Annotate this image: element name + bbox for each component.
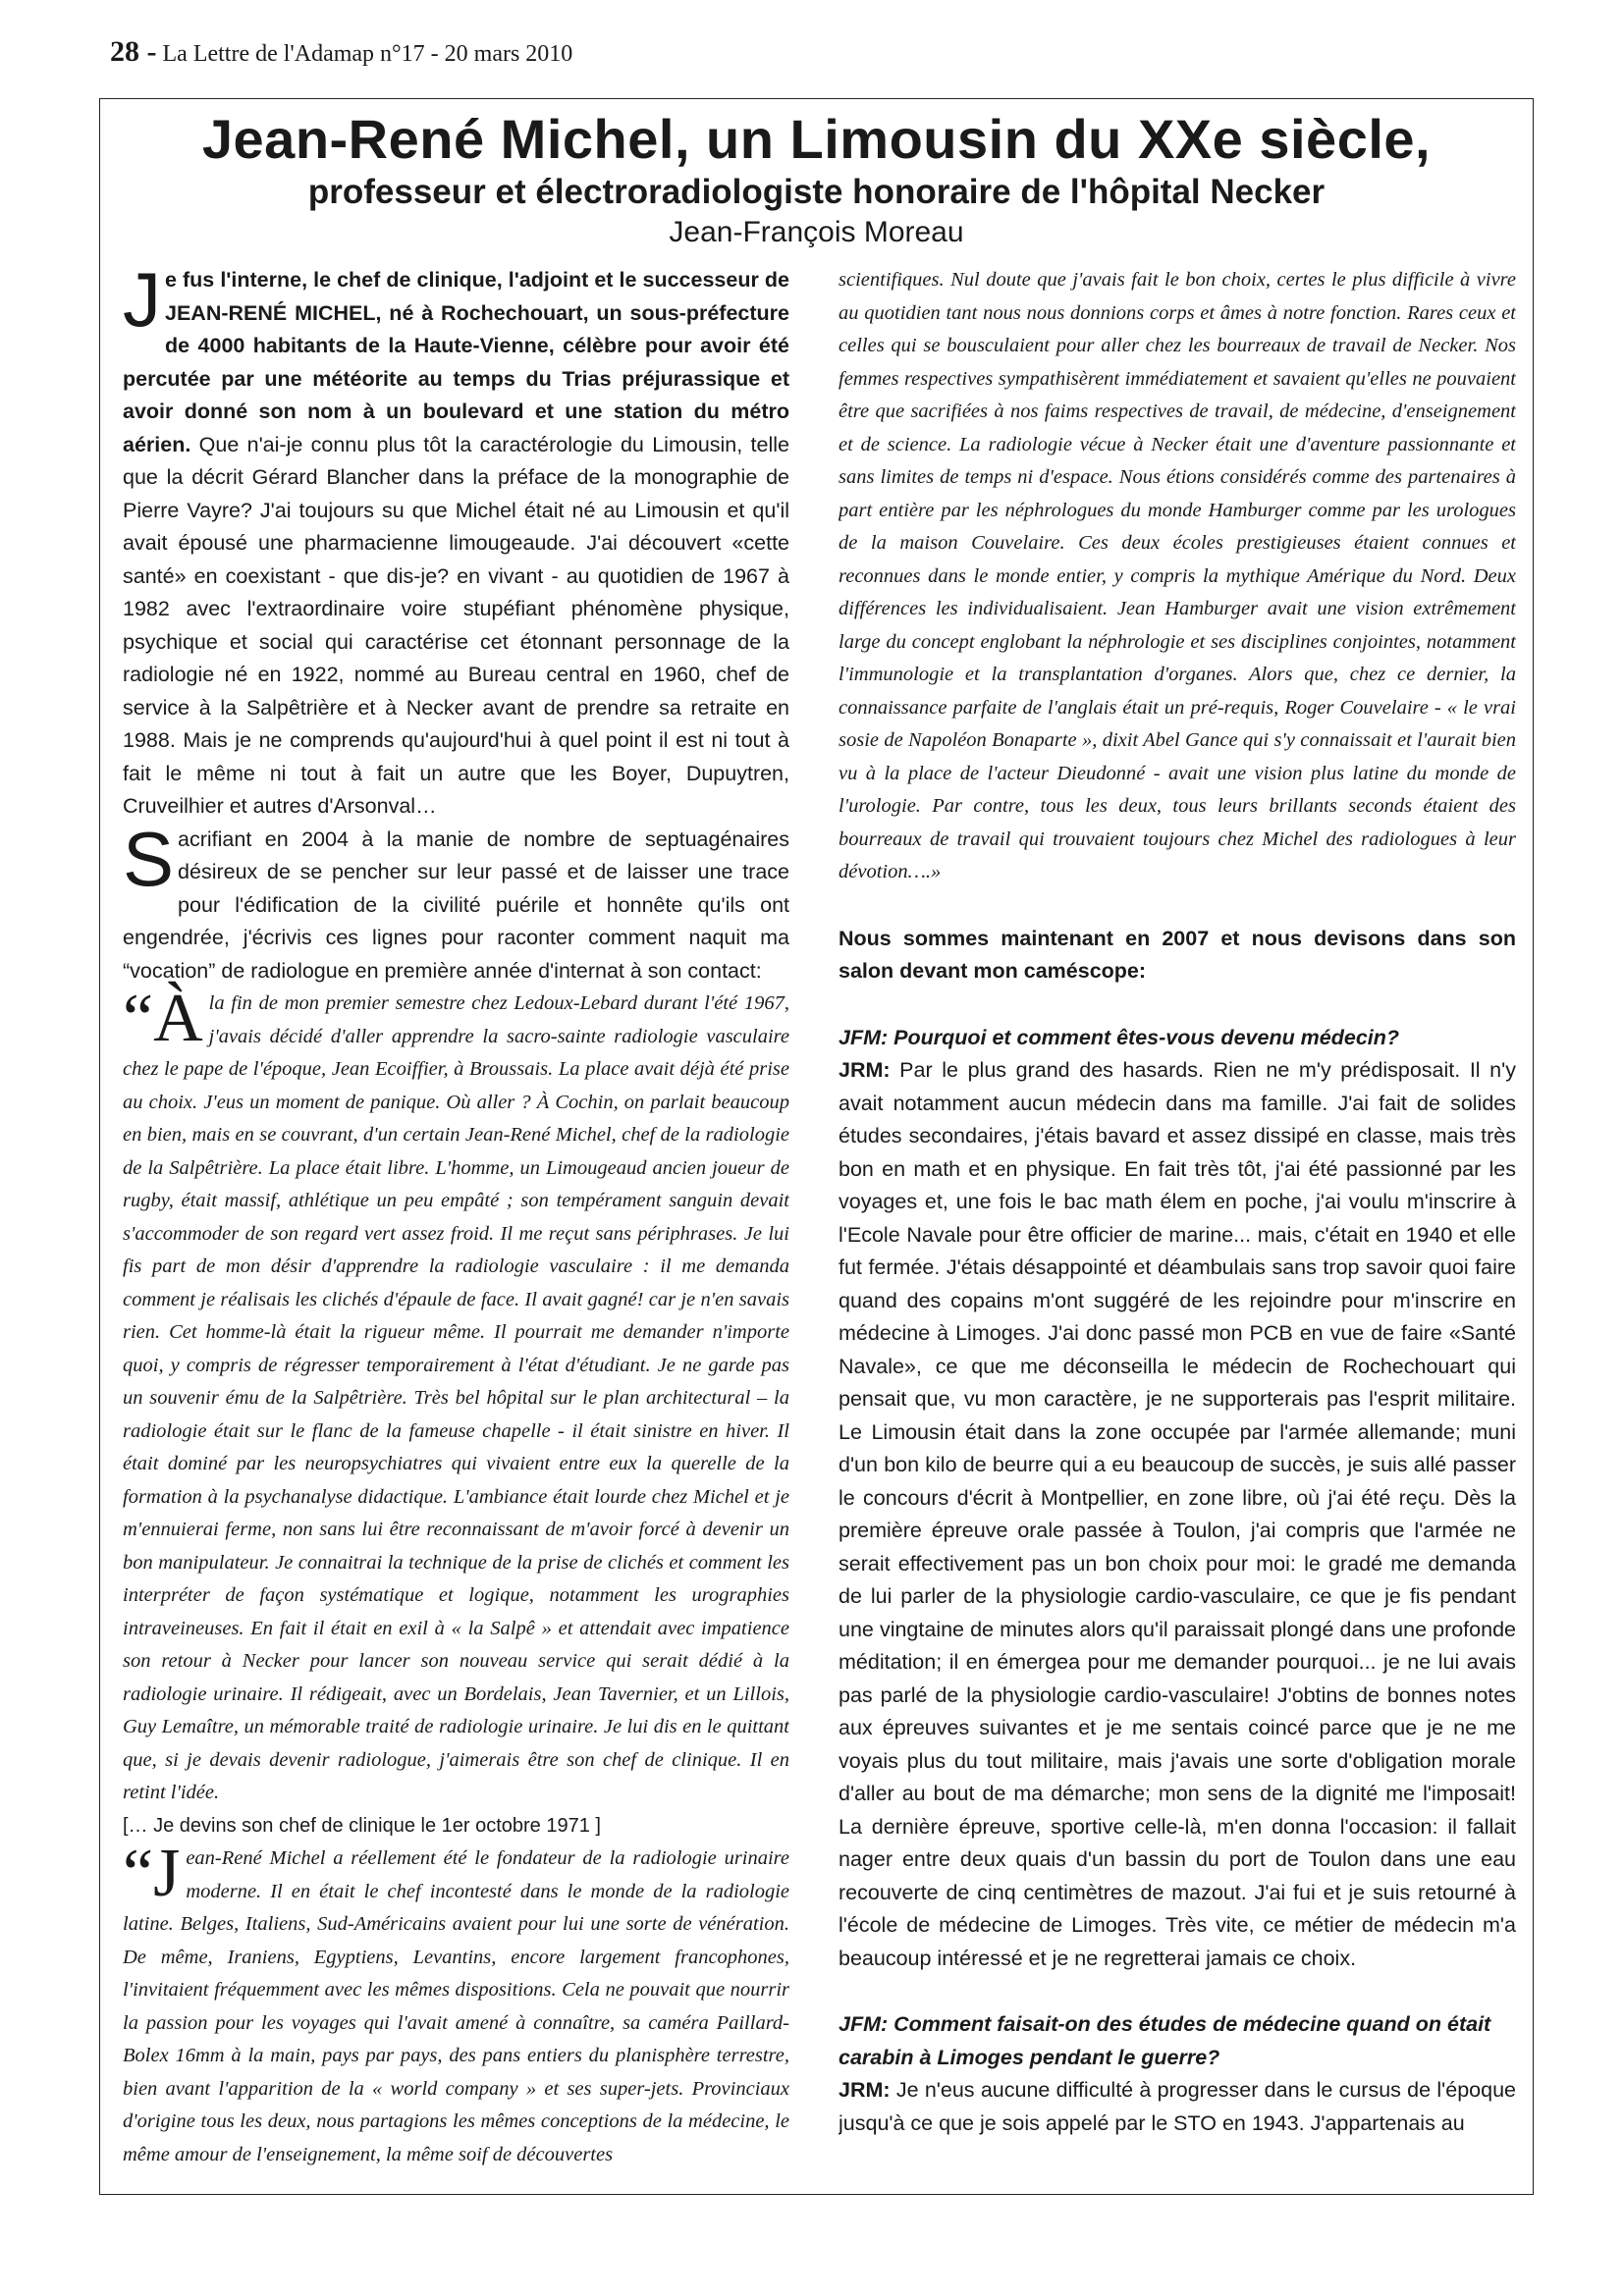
article-author: Jean-François Moreau	[669, 216, 964, 248]
quote-text-1: la fin de mon premier semestre chez Ledoux-Lebard durant l'été 1967, j'avais décidé d'aller apprendre la sacro-sainte radiologie vasculaire chez le pape de l'époque, Jean Ecoiffier, à Broussais. La place avait déjà été prise au choix. J'eus un moment de panique. Où aller ? À Cochin, on parlait beaucoup en bien, mais en se couvrant, d'un certain Jean-René Michel, chef de la radiologie de la Salpêtrière. La place était libre. L'homme, un Limougeaud ancien joueur de rugby, était massif, athlétique un peu empâté ; son tempérament sanguin devait s'accommoder de son regard vert assez froid. Il me reçut sans périphrases. Je lui fis part de mon désir d'apprendre la radiologie vasculaire : il me demanda comment je réalisais les clichés d'épaule de face. Il avait gagné! car je n'en savais rien. Cet homme-là était la rigueur même. Il pourrait me demander n'importe quoi, y compris de régresser temporairement à l'état d'étudiant. Je ne garde pas un souvenir ému de la Salpêtrière. Très bel hôpital sur le plan architectural – la radiologie était sur le flanc de la fameuse chapelle - il était sinistre en hiver. Il était dominé par les neuropsychiatres qui vivaient entre eux la querelle de la formation à la psychanalyse didactique. L'ambiance était lourde chez Michel et je m'ennuierai ferme, non sans lui être reconnaissant de m'avoir forcé à devenir un bon manipulateur. Je connaitrai la technique de la prise de clichés et comment les interpréter de façon systématique et logique, notamment les urographies intraveineuses. En fait il était en exil à « la Salpê » et attendait avec impatience son retour à Necker pour lancer son nouveau service qui serait dédié à la radiologie urinaire. Il rédigeait, avec un Bordelais, Jean Tavernier, et un Lillois, Guy Lemaître, un mémorable traité de radiologie urinaire. Je lui dis en le quittant que, si je devais devenir radiologue, j'aimerais être son chef de clinique. Il en retint l'idée.	[123, 992, 789, 1803]
quote-mark-1: “À	[123, 981, 203, 1056]
quote-block-2	[123, 1836, 789, 2171]
quote-mark-2: “J	[123, 1836, 181, 1911]
article-frame	[99, 98, 1534, 2195]
interview-intro: Nous sommes maintenant en 2007 et nous devisons dans son salon devant mon caméscope:	[839, 926, 1516, 983]
article-headline	[100, 107, 1533, 252]
left-column	[123, 264, 789, 2174]
answer-1-speaker: JRM:	[839, 1058, 891, 1082]
article-title: Jean-René Michel, un Limousin du XXe siècle,	[201, 108, 1432, 170]
bracket-note: [… Je devins son chef de clinique le 1er octobre 1971 ]	[123, 1814, 601, 1837]
quote-text-2: ean-René Michel a réellement été le fondateur de la radiologie urinaire moderne. Il en était le chef incontesté dans le monde de la radiologie latine. Belges, Italiens, Sud-Américains avaient pour lui une sorte de vénération. De même, Iraniens, Egyptiens, Levantins, encore largement francophones, l'invitaient fréquemment avec les mêmes dispositions. Cela ne pouvait que nourrir la passion pour les voyages qui l'avait amené à connaître, sa caméra Paillard-Bolex 16mm à la main, pays par pays, des pans entiers du planisphère terrestre, bien avant l'apparition de la « world company » et ses super-jets. Provinciaux d'origine tous les deux, nous partagions les mêmes conceptions de la médecine, le même amour de l'enseignement, la même soif de découvertes	[123, 1847, 789, 2165]
interview-question-2: JFM: Comment faisait-on des études de médecine quand on était carabin à Limoges pendant le guerre?	[839, 2012, 1491, 2069]
page-number: 28 -	[110, 35, 157, 68]
second-paragraph-text: acrifiant en 2004 à la manie de nombre de septuagénaires désireux de se pencher sur leur passé et de laisser une trace pour l'édification de la civilité puérile et honnête qu'ils ont engendrée, j'écrivis ces lignes pour raconter comment naquit ma “vocation” de radiologue en première année d'internat à son contact:	[123, 827, 789, 983]
second-paragraph	[123, 815, 789, 988]
quote-continuation: scientifiques. Nul doute que j'avais fait le bon choix, certes le plus difficile à vivre au quotidien tant nous nous donnions corps et âmes à notre fonction. Rares ceux et celles qui se bousculaient pour aller chez les bourreaux de travail de Necker. Nos femmes respectives sympathisèrent immédiatement et savaient qu'elles ne pouvaient être que sacrifiées à nos faims respectives de travail, de médecine, d'enseignement et de science. La radiologie vécue à Necker était une d'aventure passionnante et sans limites de temps ni d'espace. Nous étions considérés comme des partenaires à part entière par les néphrologues du monde Hamburger comme par les urologues de la maison Couvelaire. Ces deux écoles prestigieuses étaient connues et reconnues dans le monde entier, y compris la mythique Amérique du Nord. Deux différences les individualisaient. Jean Hamburger avait une vision extrêmement large du concept englobant la néphrologie et ses disciplines conjointes, notamment l'immunologie et la transplantation d'organes. Alors que, chez ce dernier, la connaissance parfaite de l'anglais était un pré-requis, Roger Couvelaire - « le vrai sosie de Napoléon Bonaparte », dixit Abel Gance qui s'y connaissait et l'aurait bien vu à la place de l'acteur Dieudonné - avait une vision plus latine du monde de l'urologie. Par contre, tous les deux, tous leurs brillants seconds étaient des bourreaux de travail qui trouvaient toujours chez Michel des radiologues à leur dévotion….»	[839, 269, 1516, 882]
quote-block-1	[123, 981, 789, 1810]
article-subtitle: professeur et électroradiologiste honoraire de l'hôpital Necker	[307, 173, 1326, 211]
answer-1-text: Par le plus grand des hasards. Rien ne m'y prédisposait. Il n'y avait notamment aucun médecin dans ma famille. J'ai fait de solides études secondaires, j'étais bavard et assez dissipé en classe, mais très bon en math et en physique. En fait très tôt, j'ai été passionné par les voyages et, une fois le bac math élem en poche, j'ai voulu m'inscrire à l'Ecole Navale pour être officier de marine... mais, c'était en 1940 et elle fut fermée. J'étais désappointé et déambulais sans trop savoir quoi faire quand des copains m'ont suggéré de les rejoindre pour m'inscrire en médecine à Limoges. J'ai donc passé mon PCB en vue de faire «Santé Navale», ce que me déconseilla le médecin de Rochechouart qui pensait que, vu mon caractère, je ne supporterais pas l'esprit militaire. Le Limousin était dans la zone occupée par l'armée allemande; muni d'un bon kilo de beurre qui a eu beaucoup de succès, je suis allé passer le concours d'écrit à Montpellier, en zone libre, où j'ai été reçu. Dès la première épreuve orale passée à Toulon, j'ai compris que l'armée ne serait effectivement pas un bon choix pour moi: le gradé me demanda de lui parler de la physiologie cardio-vasculaire, ce que je fis pendant une vingtaine de minutes alors qu'il paraissait plongé dans une profonde méditation; il en émergea pour me demander pourquoi... je ne lui avais pas parlé de la physiologie cardio-vasculaire! J'obtins de bonnes notes aux épreuves suivantes et je me sentais coincé parce que je ne me voyais plus du tout militaire, mais j'avais une sorte d'obligation morale d'aller au bout de ma démarche; mon sens de la dignité me l'imposait! La dernière épreuve, sportive celle-là, m'en donna l'occasion: il fallait nager entre deux quais d'un bassin du port de Toulon dans une eau recouverte de cinq centimètres de mazout. J'ai fui et je suis retourné à l'école de médecine de Limoges. Très vite, ce métier de médecin m'a beaucoup intéressé et je ne regretterai jamais ce choix.	[839, 1058, 1516, 1970]
right-column	[839, 264, 1516, 2174]
intro-paragraph	[123, 264, 789, 824]
answer-2-speaker: JRM:	[839, 2078, 891, 2102]
interview-answer-1	[839, 1054, 1516, 1975]
interview-question-1: JFM: Pourquoi et comment êtes-vous devenu médecin?	[839, 1025, 1400, 1049]
publication-name: La Lettre de l'Adamap n°17 - 20 mars 2010	[162, 41, 573, 67]
interview-answer-2	[839, 2074, 1516, 2140]
intro-text: Que n'ai-je connu plus tôt la caractérologie du Limousin, telle que la décrit Gérard Blancher dans la préface de la monographie de Pierre Vayre? J'ai toujours su que Michel était né au Limousin et qu'il avait épousé une pharmacienne limougeaude. J'ai découvert «cette santé» en coexistant - que dis-je? en vivant - au quotidien de 1967 à 1982 avec l'extraordinaire voire stupéfiant phénomène physique, psychique et social qui caractérise cet étonnant personnage de la radiologie né en 1922, nommé au Bureau central en 1960, chef de service à la Salpêtrière et à Necker avant de prendre sa retraite en 1988. Mais je ne comprends qu'aujourd'hui à quel point il est ni tout à fait le même ni tout à fait un autre que les Boyer, Dupuytren, Cruveilhier et autres d'Arsonval…	[123, 432, 789, 818]
answer-2-text: Je n'eus aucune difficulté à progresser dans le cursus de l'époque jusqu'à ce que je sois appelé par le STO en 1943. J'appartenais au	[839, 2078, 1516, 2135]
running-head	[110, 35, 572, 69]
intro-bold-text: e fus l'interne, le chef de clinique, l'adjoint et le successeur de JEAN-RENÉ MICHEL, né à Rochechouart, un sous-préfecture de 4000 habitants de la Haute-Vienne, célèbre pour avoir été percutée par une météorite au temps du Trias préjurassique et avoir donné son nom à un boulevard et une station du métro aérien.	[123, 268, 789, 456]
drop-cap-s: S	[123, 815, 175, 902]
drop-cap-j: J	[123, 264, 161, 343]
